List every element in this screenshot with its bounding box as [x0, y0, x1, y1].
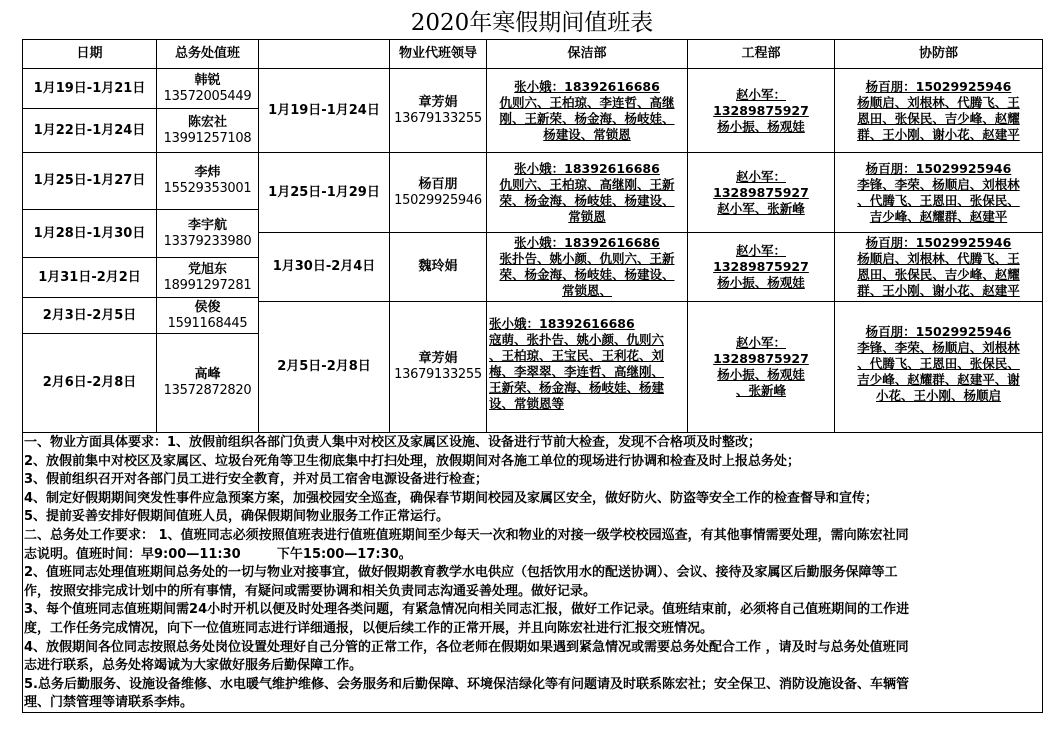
team-lead: 杨百朋：15029925946: [865, 78, 1012, 94]
note-line: 4、放假期间各位同志按照总务处岗位设置处理好自己分管的正常工作，各位老师在假期如果遇到紧急情况或需要总务处配合工作 ，请及时与总务处值班同: [24, 639, 909, 655]
cleaning-team: [487, 153, 687, 232]
cleaning-team: [487, 302, 687, 432]
team-lead: 杨百朋：15029925946: [865, 235, 1012, 250]
note-line: 5、提前妥善安排好假期间值班人员，确保假期间物业服务工作正常运行。: [24, 509, 450, 525]
note-line: 3、假前组织召开对各部门员工进行安全教育，并对员工宿舍电源设备进行检查；: [24, 472, 489, 488]
property-leader: [390, 233, 486, 301]
note-line: 二、总务处工作要求： 1、值班同志必须按照值班表进行值班值班期间至少每天一次和物业的对接一级学校校园巡查，有其他事情需要处理，需向陈宏社同: [24, 527, 909, 543]
team-lead: 赵小军：: [735, 335, 786, 350]
duty-person: [157, 153, 258, 209]
duty-date: 1月28日-1月30日: [33, 225, 146, 241]
table-bottom-divider: [22, 432, 1043, 433]
header-office-duty: 总务处值班: [174, 46, 240, 61]
team-members: 赵小军、张新峰: [717, 200, 805, 216]
duty-date: 2月3日-2月5日: [42, 307, 137, 323]
team-members: 杨小振、杨观娃: [717, 275, 805, 290]
duty-person-phone: 18991297281: [163, 277, 252, 293]
team-members: 吉少峰、赵耀群、赵建平、谢: [857, 372, 1020, 387]
header-property-leader: 物业代班领导: [398, 46, 477, 61]
team-members: 张扑告、姚小颜、仇则六、王新: [499, 251, 675, 266]
duty-person: [157, 258, 258, 297]
team-members: 恩田、张保民、吉少峰、赵耀: [857, 110, 1020, 126]
header-engineering: 工程部: [741, 46, 781, 61]
note-line: 2、放假前集中对校区及家属区、垃圾台死角等卫生彻底集中打扫处理，放假期间对各施工单位的现场进行协调和检查及时上报总务处；: [24, 453, 801, 469]
engineering-team: [688, 302, 834, 432]
leader-phone: 15029925946: [394, 192, 482, 208]
team-members: 恩田、张保民、吉少峰、赵耀: [857, 267, 1020, 282]
duty-person-phone: 13991257108: [163, 130, 252, 146]
duty-person-name: 党旭东: [187, 261, 227, 277]
duty-date: 1月19日-1月21日: [33, 80, 146, 96]
team-members: 吉少峰、赵耀群、赵建平: [869, 208, 1008, 224]
team-lead: 张小娥：18392616686: [514, 78, 660, 94]
team-lead: 赵小军：: [735, 168, 786, 184]
duty-date: 1月25日-1月27日: [33, 173, 146, 188]
duty-date: 1月22日-1月24日: [33, 122, 146, 138]
team-members: 杨小振、杨观娃: [717, 118, 805, 134]
team-members: 常锁恩、: [561, 283, 612, 298]
security-team: [835, 69, 1042, 152]
note-line: 2、值班同志处理值班期间总务处的一切与物业对接事宜，做好假期教育教学水电供应（包括饮用水的配送协调）、会议、接待及家属区后勤服务保障等工: [24, 565, 898, 581]
header-date: 日期: [76, 46, 103, 61]
note-line: 志说明。值班时间：早9:00—11:30 下午15:00—17:30。: [24, 546, 412, 562]
team-lead: 杨百朋：15029925946: [865, 324, 1012, 339]
duty-person-name: 李宇航: [187, 217, 227, 233]
duty-person: [157, 298, 258, 333]
team-members: 群、王小刚、谢小花、赵建平: [857, 126, 1020, 142]
duty-person-phone: 13379233980: [163, 233, 252, 249]
note-line: 志进行联系，总务处将竭诚为大家做好服务后勤保障工作。: [24, 658, 363, 674]
header-blank: [259, 40, 389, 68]
team-members: 常锁恩: [568, 208, 606, 224]
duty-person: [157, 109, 258, 152]
team-lead-phone: 13289875927: [713, 102, 809, 118]
leader-name: 杨百朋: [418, 176, 458, 192]
note-line: 一、物业方面具体要求：1、放假前组织各部门负责人集中对校区及家属区设施、设备进行节前大检查，发现不合格项及时整改；: [24, 435, 762, 450]
duty-person-phone: 13572005449: [163, 88, 252, 104]
team-lead: 张小娥：18392616686: [514, 235, 660, 250]
duty-date: 1月31日-2月2日: [38, 269, 141, 285]
team-lead: 赵小军：: [735, 86, 786, 102]
team-members: 寇萌、张扑告、姚小颜、仇则六: [489, 332, 665, 347]
duty-person-name: 李炜: [194, 165, 221, 180]
page-title: 2020年寒假期间值班表: [410, 10, 654, 36]
team-members: 杨小振、杨观娃: [717, 367, 805, 382]
team-members: 仇则六、王柏琼、李连哲、高继: [499, 94, 675, 110]
cleaning-team: [487, 233, 687, 301]
security-team: [835, 302, 1042, 432]
security-team: [835, 153, 1042, 232]
team-members: 梅、李翠翠、李连哲、高继刚、: [489, 364, 665, 379]
property-leader: [390, 69, 486, 152]
team-members: 小花、王小刚、杨顺启: [875, 388, 1001, 403]
note-line: 4、制定好假期期间突发性事件应急预案方案，加强校园安全巡查，确保春节期间校园及家属区安全，做好防火、防盗等安全工作的检查督导和宣传；: [24, 490, 879, 506]
team-lead: 赵小军：: [735, 243, 786, 258]
property-period: 2月5日-2月8日: [277, 359, 371, 374]
leader-name: 章芳娟: [418, 351, 458, 366]
team-members: 李锋、李荣、杨顺启、刘根林: [857, 176, 1020, 192]
team-members: 杨建设、常锁恩: [543, 126, 631, 142]
engineering-team: [688, 233, 834, 301]
note-line: 作，按照安排完成计划中的所有事情，有疑问或需要协调和相关负责同志沟通妥善处理。做好记录。: [24, 583, 597, 599]
team-members: 、代腾飞、王恩田、张保民、: [857, 356, 1020, 371]
security-team: [835, 233, 1042, 301]
table-border-right: [1042, 39, 1043, 713]
duty-person-name: 陈宏社: [187, 114, 227, 130]
team-members: 、张新峰: [735, 383, 786, 398]
duty-person: [157, 210, 258, 257]
duty-date: 2月6日-2月8日: [42, 375, 137, 390]
duty-person-name: 韩锐: [194, 72, 221, 88]
header-cleaning: 保洁部: [567, 46, 607, 61]
team-lead-phone: 13289875927: [713, 351, 809, 366]
leader-phone: 13679133255: [394, 110, 482, 126]
property-period: 1月19日-1月24日: [268, 102, 380, 118]
leader-phone: 13679133255: [394, 367, 482, 382]
team-members: 群、王小刚、谢小花、赵建平: [857, 283, 1020, 298]
property-leader: [390, 153, 486, 232]
team-lead: 张小娥：18392616686: [489, 316, 635, 331]
team-lead: 杨百朋：15029925946: [865, 160, 1012, 176]
team-members: 杨顺启、刘根林、代腾飞、王: [857, 94, 1020, 110]
engineering-team: [688, 153, 834, 232]
team-members: 荣、杨金海、杨岐娃、杨建设、: [499, 267, 675, 282]
team-members: 荣、杨金海、杨岐娃、杨建设、: [499, 192, 675, 208]
team-lead-phone: 13289875927: [713, 259, 809, 274]
property-period: 1月25日-1月29日: [268, 184, 380, 200]
team-members: 王新荣、杨金海、杨岐娃、杨建: [489, 380, 665, 395]
team-members: 、王柏琼、王宝民、王利花、刘: [489, 348, 665, 363]
note-line: 度，工作任务完成情况，向下一位值班同志进行详细通报，以便后续工作的正常开展，并且向陈宏社进行汇报交班情况。: [24, 620, 714, 636]
cleaning-team: [487, 69, 687, 152]
team-members: 设、常锁恩等: [489, 396, 565, 411]
duty-person-name: 高峰: [194, 367, 221, 382]
team-members: 、代腾飞、王恩田、张保民、: [857, 192, 1020, 208]
leader-name: 章芳娟: [418, 94, 458, 110]
duty-person-name: 侯俊: [194, 299, 221, 315]
leader-name: 魏玲娟: [418, 259, 458, 274]
note-line: 理、门禁管理等请联系李炜。: [24, 695, 194, 711]
team-lead: 张小娥：18392616686: [514, 160, 660, 176]
requirements-notes: [24, 434, 1040, 713]
duty-person-phone: 15529353001: [163, 181, 252, 196]
header-security: 协防部: [918, 46, 958, 61]
duty-person-phone: 13572872820: [163, 383, 252, 398]
property-period: 1月30日-2月4日: [272, 259, 376, 274]
duty-person: [157, 334, 258, 432]
duty-person-phone: 1591168445: [167, 315, 248, 331]
property-leader: [390, 302, 486, 432]
note-line: 3、每个值班同志值班期间需24小时开机以便及时处理各类问题，有紧急情况向相关同志汇报，做好工作记录。值班结束前，必须将自己值班期间的工作进: [24, 602, 910, 618]
team-members: 仇则六、王柏琼、高继刚、王新: [499, 176, 675, 192]
team-members: 李锋、李荣、杨顺启、刘根林: [857, 340, 1020, 355]
team-members: 杨顺启、刘根林、代腾飞、王: [857, 251, 1020, 266]
note-line: 5.总务后勤服务、设施设备维修、水电暖气维护维修、会务服务和后勤保障、环境保洁绿化等有问题请及时联系陈宏社；安全保卫、消防设施设备、车辆管: [24, 676, 909, 692]
team-members: 刚、王新荣、杨金海、杨岐娃、: [499, 110, 675, 126]
team-lead-phone: 13289875927: [713, 184, 809, 200]
duty-person: [157, 69, 258, 108]
engineering-team: [688, 69, 834, 152]
